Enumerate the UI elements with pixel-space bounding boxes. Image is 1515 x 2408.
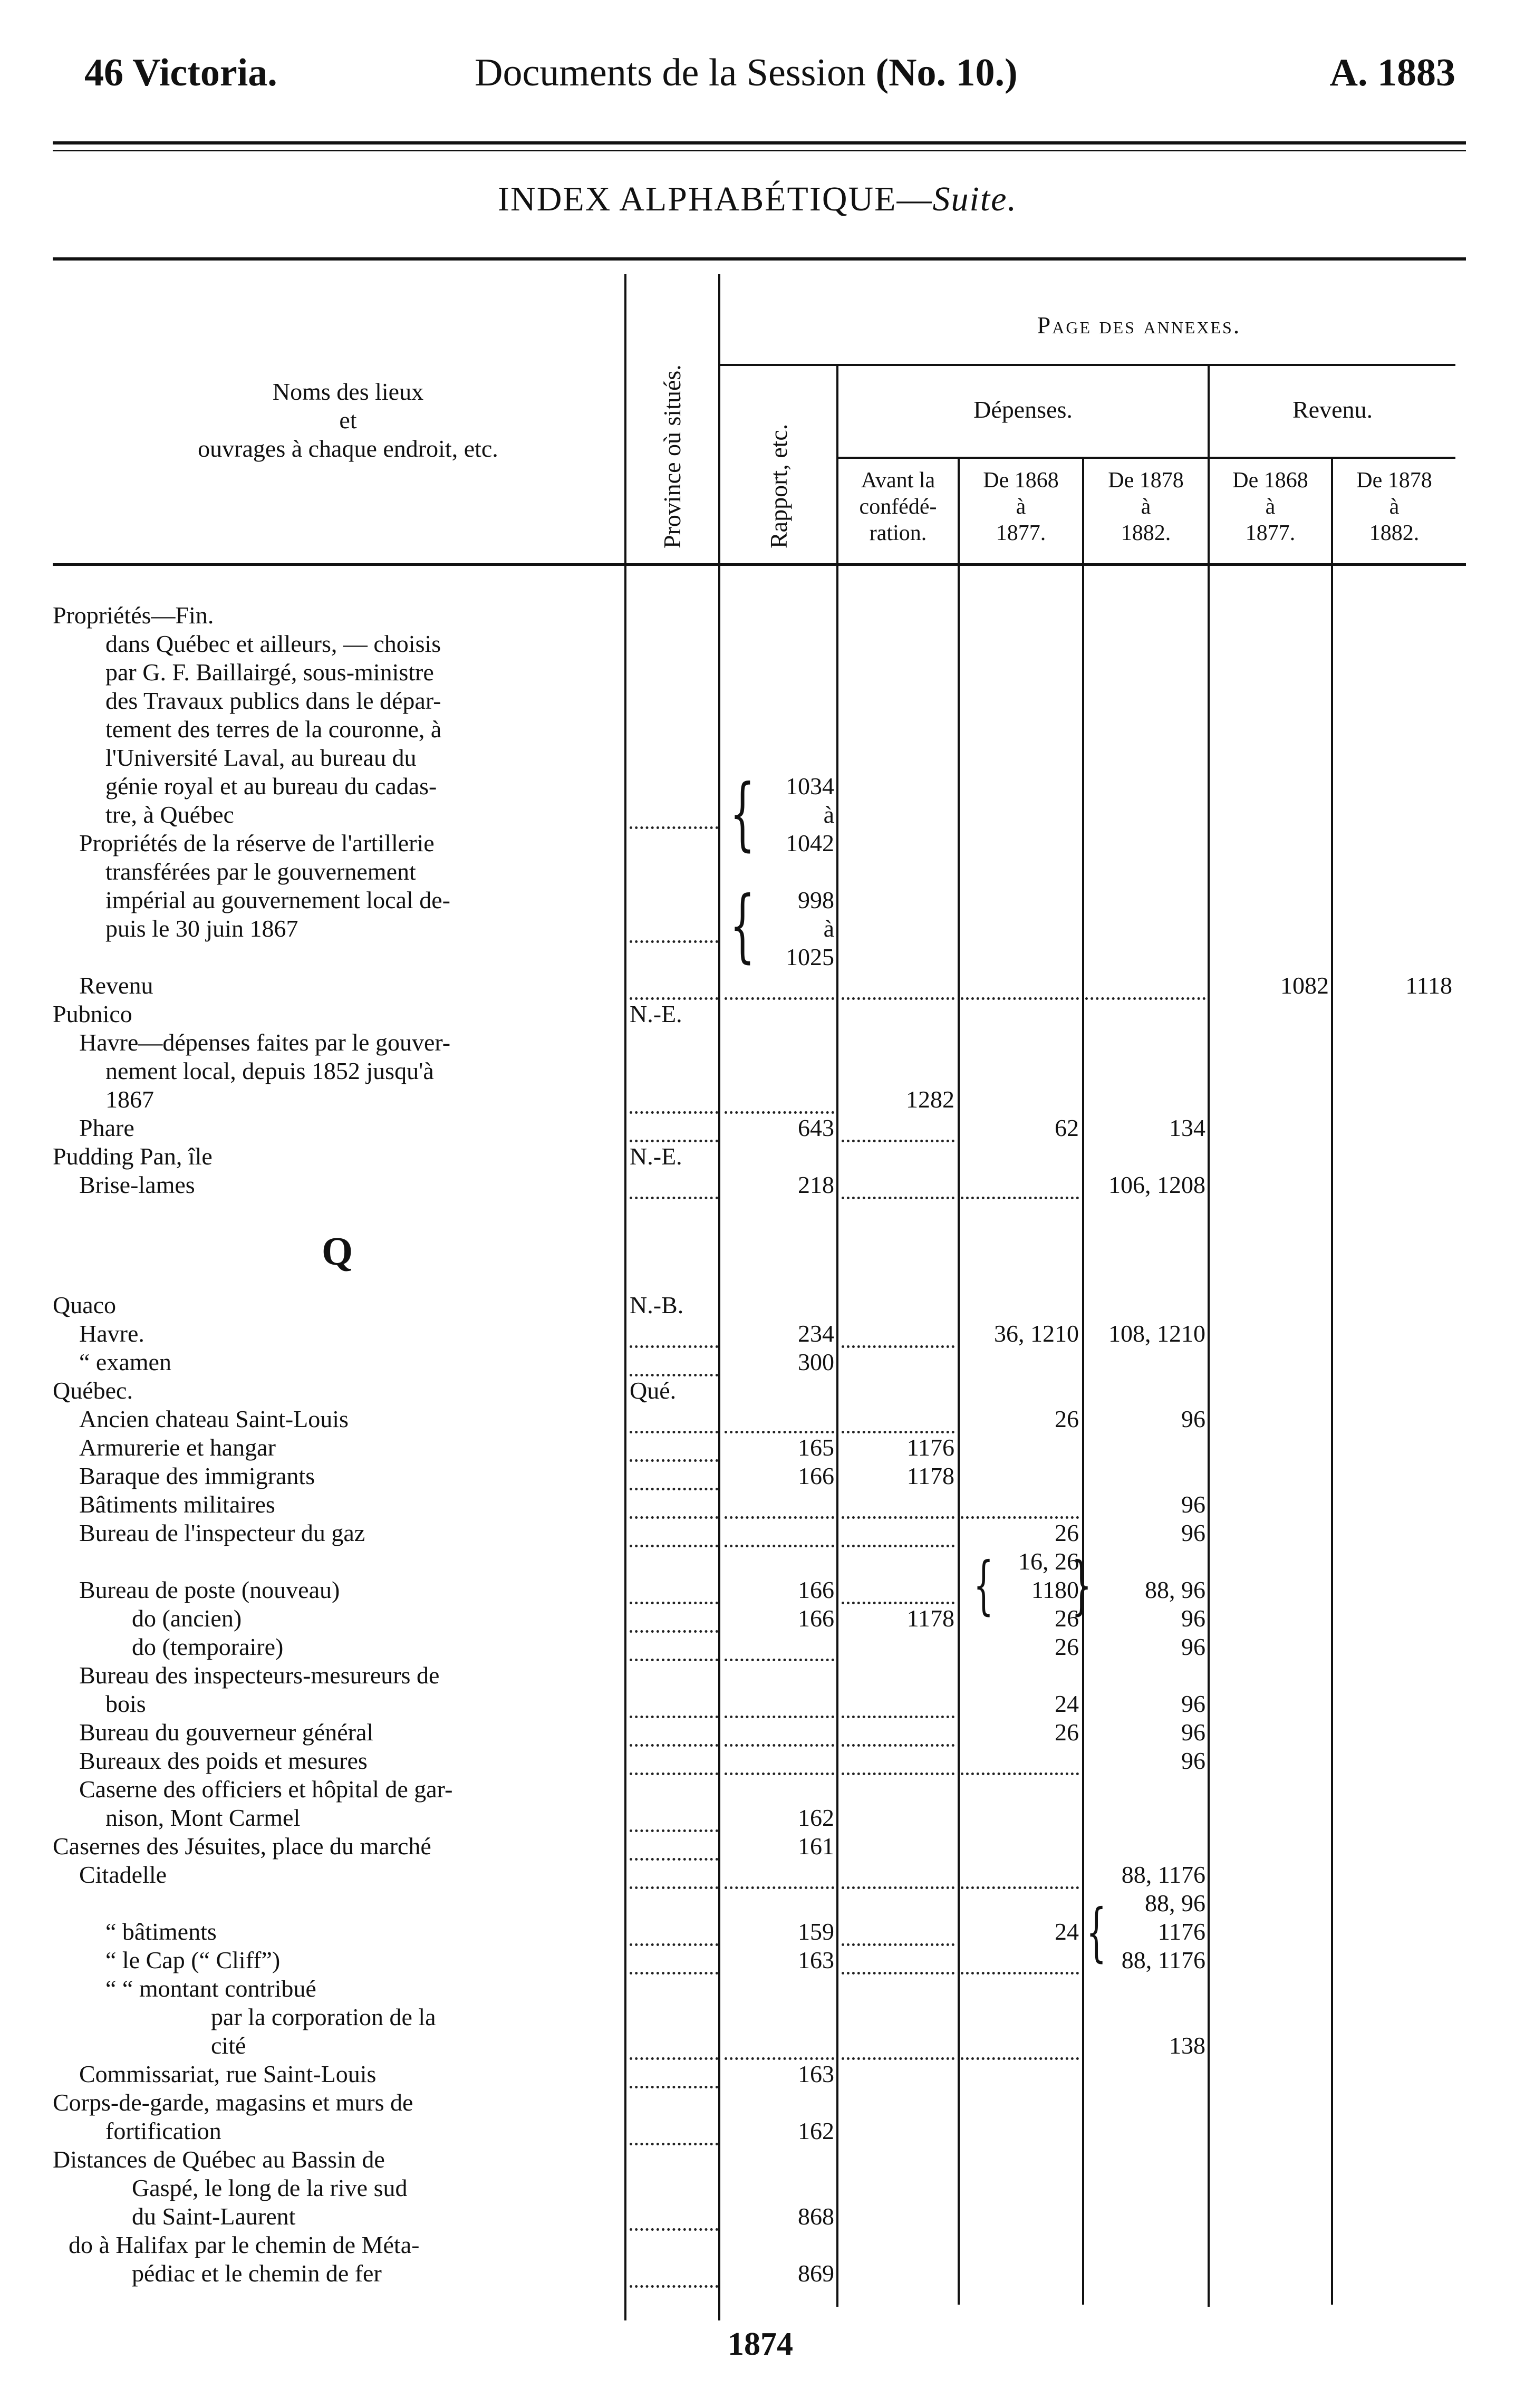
entry-name-text: Brise-lames bbox=[79, 1171, 197, 1198]
entry-name-text: Québec. bbox=[53, 1377, 135, 1404]
avant-cell: 1176 bbox=[906, 1434, 954, 1461]
leader-dots bbox=[842, 1861, 954, 1889]
depenses-1878-1882-cell: 88, 96 bbox=[1145, 1890, 1205, 1916]
header-names-line2: et bbox=[339, 407, 357, 434]
leader-dots bbox=[961, 2031, 1079, 2060]
entry-name bbox=[53, 1547, 622, 1576]
leader-dots bbox=[842, 1405, 954, 1433]
leader-dots bbox=[630, 1462, 718, 1490]
leader-dots bbox=[961, 1861, 1079, 1889]
rapport-cell: à bbox=[823, 801, 834, 828]
leader-dots bbox=[630, 801, 718, 829]
entry-name bbox=[53, 914, 622, 943]
avant-cell: 1178 bbox=[906, 1605, 954, 1632]
brace-right: } bbox=[1072, 1549, 1092, 1622]
header-dep-1868-1877 bbox=[960, 467, 1082, 546]
col-rule-rapport bbox=[718, 274, 720, 2320]
entry-name bbox=[53, 1633, 622, 1661]
leader-dots bbox=[630, 1804, 718, 1832]
depenses-1868-1877-cell: 24 bbox=[1055, 1690, 1079, 1717]
leader-dots bbox=[842, 1519, 954, 1547]
leader-dots bbox=[725, 1085, 834, 1114]
leader-dots bbox=[842, 1576, 954, 1604]
entry-name-text: puis le 30 juin 1867 bbox=[105, 915, 300, 942]
leader-dots bbox=[961, 1490, 1079, 1519]
entry-name bbox=[53, 1171, 622, 1199]
entry-name bbox=[53, 1291, 622, 1319]
entry-name-text: Distances de Québec au Bassin de bbox=[53, 2146, 387, 2173]
header-avant-line1: Avant la bbox=[861, 468, 935, 493]
entry-name bbox=[53, 772, 622, 801]
entry-name bbox=[53, 715, 622, 744]
leader-dots bbox=[630, 1319, 718, 1348]
rapport-cell: 218 bbox=[798, 1171, 834, 1198]
entry-name-text: Havre. bbox=[79, 1320, 147, 1347]
depenses-1868-1877-cell: 26 bbox=[1055, 1633, 1079, 1660]
entry-name-text: nison, Mont Carmel bbox=[105, 1804, 302, 1831]
leader-dots bbox=[630, 2202, 718, 2231]
header-dep-1868-1877-line1: De 1868 bbox=[983, 468, 1059, 493]
table-top-rule bbox=[53, 257, 1466, 261]
entry-name-text: Caserne des officiers et hôpital de gar- bbox=[79, 1776, 455, 1803]
header-names bbox=[84, 378, 612, 463]
depenses-1878-1882-cell: 138 bbox=[1169, 2032, 1205, 2059]
header-rev-1868-1877 bbox=[1210, 467, 1331, 546]
entry-name bbox=[53, 1832, 622, 1861]
entry-name-text bbox=[79, 1890, 81, 1916]
entry-name-text: Baraque des immigrants bbox=[79, 1462, 317, 1489]
header-names-line1: Noms des lieux bbox=[272, 378, 424, 405]
depenses-1878-1882-cell: 1176 bbox=[1157, 1918, 1205, 1945]
entry-name-text: Ancien chateau Saint-Louis bbox=[79, 1405, 351, 1432]
rapport-cell: 163 bbox=[798, 1947, 834, 1973]
col-rule-1878 bbox=[1082, 459, 1084, 2305]
index-title-main: INDEX ALPHABÉTIQUE— bbox=[498, 180, 933, 218]
header-rev-1878-1882 bbox=[1333, 467, 1455, 546]
entry-name-text: Commissariat, rue Saint-Louis bbox=[79, 2060, 378, 2087]
rapport-cell: 162 bbox=[798, 2117, 834, 2144]
leader-dots bbox=[630, 1861, 718, 1889]
depenses-1868-1877-cell: 36, 1210 bbox=[994, 1320, 1079, 1347]
entry-name bbox=[53, 1946, 622, 1974]
entry-name bbox=[53, 1348, 622, 1376]
entry-name bbox=[53, 687, 622, 715]
entry-name-text: “ bâtiments bbox=[105, 1918, 219, 1945]
depenses-1878-1882-cell: 96 bbox=[1181, 1633, 1205, 1660]
header-province: Province où situés. bbox=[659, 364, 686, 548]
depenses-1878-1882-cell: 96 bbox=[1181, 1405, 1205, 1432]
document-title bbox=[475, 51, 1018, 95]
leader-dots bbox=[630, 1433, 718, 1462]
rapport-cell: 166 bbox=[798, 1576, 834, 1603]
header-rev-1868-1877-line3: 1877. bbox=[1245, 521, 1296, 545]
revenu-1878-1882-cell: 1118 bbox=[1405, 972, 1452, 999]
entry-name-text: Pudding Pan, île bbox=[53, 1143, 215, 1170]
document-number: (No. 10.) bbox=[875, 51, 1018, 94]
revenu-1868-1877-cell: 1082 bbox=[1280, 972, 1329, 999]
entry-name-text: fortification bbox=[105, 2117, 224, 2144]
header-rule-annexes bbox=[718, 364, 1455, 366]
entry-name bbox=[53, 2145, 622, 2174]
session-year: 46 Victoria. bbox=[84, 51, 277, 94]
depenses-1868-1877-cell: 26 bbox=[1055, 1519, 1079, 1546]
entry-name-text: Propriétés de la réserve de l'artillerie bbox=[79, 830, 437, 856]
index-title-suite: Suite. bbox=[932, 180, 1017, 218]
header-rev-1868-1877-line2: à bbox=[1265, 495, 1276, 519]
entry-name bbox=[53, 1718, 622, 1747]
rapport-cell: 869 bbox=[798, 2260, 834, 2287]
leader-dots bbox=[630, 1171, 718, 1199]
entry-name bbox=[53, 971, 622, 1000]
leader-dots bbox=[842, 1918, 954, 1946]
leader-dots bbox=[842, 1114, 954, 1142]
entry-name bbox=[53, 1690, 622, 1718]
entry-name bbox=[53, 601, 622, 630]
entry-name bbox=[53, 1433, 622, 1462]
depenses-1878-1882-cell: 88, 1176 bbox=[1121, 1947, 1205, 1973]
rapport-cell: 234 bbox=[798, 1320, 834, 1347]
leader-dots bbox=[53, 1134, 622, 1137]
depenses-1868-1877-cell: 24 bbox=[1055, 1918, 1079, 1945]
document-title-prefix: Documents de la Session bbox=[475, 51, 876, 94]
header-dep-1878-1882-line3: 1882. bbox=[1121, 521, 1171, 545]
entry-name bbox=[53, 2003, 622, 2031]
leader-dots bbox=[725, 971, 834, 1000]
rapport-cell: à bbox=[823, 915, 834, 942]
entry-name bbox=[53, 630, 622, 658]
header-rev-1878-1882-line3: 1882. bbox=[1369, 521, 1420, 545]
rapport-cell: 161 bbox=[798, 1833, 834, 1860]
entry-name-text: Bureau des inspecteurs-mesureurs de bbox=[79, 1662, 441, 1689]
leader-dots bbox=[630, 1832, 718, 1861]
header-rule-periods bbox=[836, 457, 1455, 459]
entry-name bbox=[53, 1889, 622, 1918]
rapport-cell: 163 bbox=[798, 2060, 834, 2087]
leader-dots bbox=[630, 914, 718, 943]
leader-dots bbox=[961, 971, 1079, 1000]
head-rule-thick bbox=[53, 141, 1466, 145]
entry-name bbox=[53, 1057, 622, 1085]
entry-name-text: du Saint-Laurent bbox=[132, 2203, 297, 2230]
depenses-1878-1882-cell: 96 bbox=[1181, 1690, 1205, 1717]
leader-dots bbox=[842, 2031, 954, 2060]
leader-dots bbox=[630, 2117, 718, 2145]
head-rule-thin bbox=[53, 150, 1466, 151]
entry-name-text: par G. F. Baillairgé, sous-ministre bbox=[105, 659, 436, 686]
entry-name-text: Bureau de poste (nouveau) bbox=[79, 1576, 342, 1603]
entry-name-text: “ examen bbox=[79, 1349, 173, 1375]
entry-name bbox=[53, 1604, 622, 1633]
running-head bbox=[63, 51, 1455, 114]
leader-dots bbox=[725, 1718, 834, 1747]
header-rapport: Rapport, etc. bbox=[765, 423, 792, 548]
depenses-1868-1877-cell: 16, 26 bbox=[1018, 1548, 1079, 1575]
header-dep-1878-1882-line1: De 1878 bbox=[1108, 468, 1184, 493]
leader-dots bbox=[1085, 971, 1205, 1000]
entry-name bbox=[53, 801, 622, 829]
rapport-cell: 166 bbox=[798, 1462, 834, 1489]
brace-left: { bbox=[730, 768, 755, 860]
entry-name-text: pédiac et le chemin de fer bbox=[132, 2260, 384, 2287]
entry-name bbox=[53, 1974, 622, 2003]
section-letter: Q bbox=[322, 1229, 353, 1274]
leader-dots bbox=[630, 1348, 718, 1376]
leader-dots bbox=[725, 1861, 834, 1889]
header-dep-1878-1882 bbox=[1084, 467, 1208, 546]
entry-name-text: Bureaux des poids et mesures bbox=[79, 1747, 370, 1774]
entry-name-text: tement des terres de la couronne, à bbox=[105, 716, 443, 743]
leader-dots bbox=[53, 1020, 622, 1023]
leader-dots bbox=[842, 1319, 954, 1348]
entry-name-text: “ “ montant contribué bbox=[105, 1975, 319, 2002]
leader-dots bbox=[630, 1576, 718, 1604]
leader-dots bbox=[53, 1397, 622, 1400]
col-rule-revenu bbox=[1208, 366, 1210, 2307]
entry-name-text: Bureau du gouverneur général bbox=[79, 1719, 375, 1746]
entry-name bbox=[53, 1576, 622, 1604]
header-avant-line3: ration. bbox=[869, 521, 927, 545]
rapport-cell: 998 bbox=[798, 887, 834, 913]
header-page-annexes: Page des annexes. bbox=[1037, 312, 1241, 339]
entry-name bbox=[53, 1319, 622, 1348]
entry-name bbox=[53, 2088, 622, 2117]
depenses-1868-1877-cell: 26 bbox=[1055, 1405, 1079, 1432]
leader-dots bbox=[842, 1747, 954, 1775]
province-cell: N.-E. bbox=[630, 1000, 682, 1027]
entry-name bbox=[53, 1804, 622, 1832]
entry-name bbox=[53, 829, 622, 858]
entry-name bbox=[53, 1462, 622, 1490]
header-rev-1868-1877-line1: De 1868 bbox=[1232, 468, 1308, 493]
entry-name-text: Corps-de-garde, magasins et murs de bbox=[53, 2089, 415, 2116]
leader-dots bbox=[842, 1490, 954, 1519]
entry-name bbox=[53, 1376, 622, 1405]
page-number: 1874 bbox=[728, 2326, 793, 2362]
entry-name-text: des Travaux publics dans le dépar- bbox=[105, 687, 443, 714]
rapport-cell: 1042 bbox=[786, 830, 834, 856]
leader-dots bbox=[53, 1312, 622, 1314]
depenses-1878-1882-cell: 96 bbox=[1181, 1747, 1205, 1774]
leader-dots bbox=[961, 1946, 1079, 1974]
leader-dots bbox=[725, 1519, 834, 1547]
rapport-cell: 166 bbox=[798, 1605, 834, 1632]
entry-name bbox=[53, 2174, 622, 2202]
entry-name bbox=[53, 2259, 622, 2288]
depenses-1878-1882-cell: 88, 1176 bbox=[1121, 1861, 1205, 1888]
entry-name bbox=[53, 2231, 622, 2259]
brace-left: { bbox=[1086, 1896, 1107, 1969]
entry-name bbox=[53, 886, 622, 914]
entry-name bbox=[53, 1918, 622, 1946]
entry-name bbox=[53, 1519, 622, 1547]
entry-name-text: Citadelle bbox=[79, 1861, 169, 1888]
leader-dots bbox=[842, 1718, 954, 1747]
leader-dots bbox=[842, 1946, 954, 1974]
entry-name bbox=[53, 1661, 622, 1690]
leader-dots bbox=[725, 1690, 834, 1718]
entry-name bbox=[53, 2117, 622, 2145]
entry-name bbox=[53, 1142, 622, 1171]
entry-name-text: dans Québec et ailleurs, — choisis bbox=[105, 630, 443, 657]
header-dep-1878-1882-line2: à bbox=[1141, 495, 1151, 519]
entry-name-text: nement local, depuis 1852 jusqu'à bbox=[105, 1057, 436, 1084]
entry-name-text: “ le Cap (“ Cliff”) bbox=[105, 1947, 282, 1973]
header-names-line3: ouvrages à chaque endroit, etc. bbox=[198, 435, 498, 462]
depenses-1878-1882-cell: 106, 1208 bbox=[1108, 1171, 1205, 1198]
entry-name bbox=[53, 1861, 622, 1889]
leader-dots bbox=[630, 2259, 718, 2288]
brace-left: { bbox=[973, 1549, 994, 1622]
entry-name bbox=[53, 1114, 622, 1142]
avant-cell: 1282 bbox=[906, 1086, 954, 1113]
entry-name-text: Pubnico bbox=[53, 1000, 134, 1027]
entry-name-text: bois bbox=[105, 1690, 148, 1717]
avant-cell: 1178 bbox=[906, 1462, 954, 1489]
depenses-1878-1882-cell: 96 bbox=[1181, 1605, 1205, 1632]
col-rule-rev1878 bbox=[1331, 459, 1333, 2305]
header-avant-line2: confédé- bbox=[859, 495, 937, 519]
table-header-bottom-rule bbox=[53, 563, 1466, 566]
leader-dots bbox=[725, 1633, 834, 1661]
depenses-1878-1882-cell: 108, 1210 bbox=[1108, 1320, 1205, 1347]
header-rev-1878-1882-line2: à bbox=[1389, 495, 1400, 519]
depenses-1878-1882-cell: 96 bbox=[1181, 1519, 1205, 1546]
entry-name-text: do (temporaire) bbox=[132, 1633, 285, 1660]
depenses-1868-1877-cell: 26 bbox=[1055, 1605, 1079, 1632]
rapport-cell: 643 bbox=[798, 1114, 834, 1141]
leader-dots bbox=[630, 1918, 718, 1946]
province-cell: N.-B. bbox=[630, 1292, 684, 1318]
leader-dots bbox=[725, 1405, 834, 1433]
depenses-1878-1882-cell: 88, 96 bbox=[1145, 1576, 1205, 1603]
entry-name-text: Phare bbox=[79, 1114, 137, 1141]
depenses-1878-1882-cell: 134 bbox=[1169, 1114, 1205, 1141]
header-depenses: Dépenses. bbox=[973, 396, 1073, 423]
entry-name-text: 1867 bbox=[105, 1086, 156, 1113]
header-dep-1868-1877-line2: à bbox=[1016, 495, 1026, 519]
entry-name-text: Casernes des Jésuites, place du marché bbox=[53, 1833, 433, 1860]
entry-name-text: Havre—dépenses faites par le gouver- bbox=[79, 1029, 452, 1056]
entry-name-text: Armurerie et hangar bbox=[79, 1434, 278, 1461]
entry-name-text: Bâtiments militaires bbox=[79, 1491, 277, 1518]
leader-dots bbox=[630, 1633, 718, 1661]
leader-dots bbox=[630, 1690, 718, 1718]
entry-name-text bbox=[105, 943, 108, 970]
entry-name-text: do (ancien) bbox=[132, 1605, 244, 1632]
entry-name bbox=[53, 1405, 622, 1433]
depenses-1868-1877-cell: 62 bbox=[1055, 1114, 1079, 1141]
header-avant bbox=[838, 467, 958, 546]
rapport-cell: 300 bbox=[798, 1349, 834, 1375]
leader-dots bbox=[630, 1747, 718, 1775]
header-revenu: Revenu. bbox=[1292, 396, 1373, 423]
entry-name-text: Gaspé, le long de la rive sud bbox=[132, 2174, 409, 2201]
leader-dots bbox=[842, 1171, 954, 1199]
entry-name-text: Revenu bbox=[79, 972, 156, 999]
entry-name bbox=[53, 1085, 622, 1114]
rapport-cell: 165 bbox=[798, 1434, 834, 1461]
entry-name-text: tre, à Québec bbox=[105, 801, 236, 828]
leader-dots bbox=[630, 1085, 718, 1114]
col-rule-avant bbox=[836, 366, 838, 2307]
leader-dots bbox=[630, 1114, 718, 1142]
entry-name-text: l'Université Laval, au bureau du bbox=[105, 744, 418, 771]
rapport-cell: 1034 bbox=[786, 773, 834, 800]
leader-dots bbox=[630, 1519, 718, 1547]
leader-dots bbox=[53, 2052, 622, 2055]
brace-left: { bbox=[730, 880, 755, 971]
leader-dots bbox=[630, 2060, 718, 2088]
entry-name bbox=[53, 658, 622, 687]
col-rule-1868 bbox=[958, 459, 960, 2305]
entry-name bbox=[53, 1000, 622, 1028]
entry-name-text: génie royal et au bureau du cadas- bbox=[105, 773, 439, 800]
entry-name-text: Quaco bbox=[53, 1292, 118, 1318]
depenses-1878-1882-cell: 96 bbox=[1181, 1719, 1205, 1746]
entry-name-text: Propriétés—Fin. bbox=[53, 602, 216, 629]
entry-name bbox=[53, 1490, 622, 1519]
entry-name bbox=[53, 744, 622, 772]
leader-dots bbox=[630, 1946, 718, 1974]
entry-name bbox=[53, 2202, 622, 2231]
entry-name-text: transférées par le gouvernement bbox=[105, 858, 418, 885]
leader-dots bbox=[630, 2031, 718, 2060]
entry-name-text: cité bbox=[211, 2032, 248, 2059]
entry-name-text bbox=[79, 1548, 81, 1575]
leader-dots bbox=[630, 971, 718, 1000]
leader-dots bbox=[630, 1604, 718, 1633]
leader-dots bbox=[725, 1747, 834, 1775]
header-dep-1868-1877-line3: 1877. bbox=[996, 521, 1046, 545]
rapport-cell: 162 bbox=[798, 1804, 834, 1831]
entry-name bbox=[53, 1747, 622, 1775]
entry-name-text: par la corporation de la bbox=[211, 2004, 438, 2030]
entry-name bbox=[53, 943, 622, 971]
leader-dots bbox=[630, 1405, 718, 1433]
leader-dots bbox=[725, 2031, 834, 2060]
leader-dots bbox=[961, 1747, 1079, 1775]
leader-dots bbox=[630, 1718, 718, 1747]
rapport-cell: 868 bbox=[798, 2203, 834, 2230]
entry-name bbox=[53, 858, 622, 886]
leader-dots bbox=[961, 1171, 1079, 1199]
index-title bbox=[0, 179, 1515, 219]
col-rule-province bbox=[624, 274, 626, 2320]
entry-name bbox=[53, 2031, 622, 2060]
entry-name bbox=[53, 1028, 622, 1057]
depenses-1878-1882-cell: 96 bbox=[1181, 1491, 1205, 1518]
rapport-cell: 159 bbox=[798, 1918, 834, 1945]
document-year: A. 1883 bbox=[1329, 51, 1455, 94]
rapport-cell: 1025 bbox=[786, 943, 834, 970]
entry-name-text: Bureau de l'inspecteur du gaz bbox=[79, 1519, 367, 1546]
entry-name-text: do à Halifax par le chemin de Méta- bbox=[69, 2231, 421, 2258]
entry-name-text: impérial au gouvernement local de- bbox=[105, 887, 452, 913]
entry-name bbox=[53, 1775, 622, 1804]
leader-dots bbox=[630, 1490, 718, 1519]
leader-dots bbox=[842, 1690, 954, 1718]
entry-name bbox=[53, 2060, 622, 2088]
depenses-1868-1877-cell: 1180 bbox=[1031, 1576, 1079, 1603]
header-rev-1878-1882-line1: De 1878 bbox=[1356, 468, 1432, 493]
leader-dots bbox=[842, 971, 954, 1000]
depenses-1868-1877-cell: 26 bbox=[1055, 1719, 1079, 1746]
leader-dots bbox=[725, 1490, 834, 1519]
province-cell: Qué. bbox=[630, 1377, 677, 1404]
province-cell: N.-E. bbox=[630, 1143, 682, 1170]
